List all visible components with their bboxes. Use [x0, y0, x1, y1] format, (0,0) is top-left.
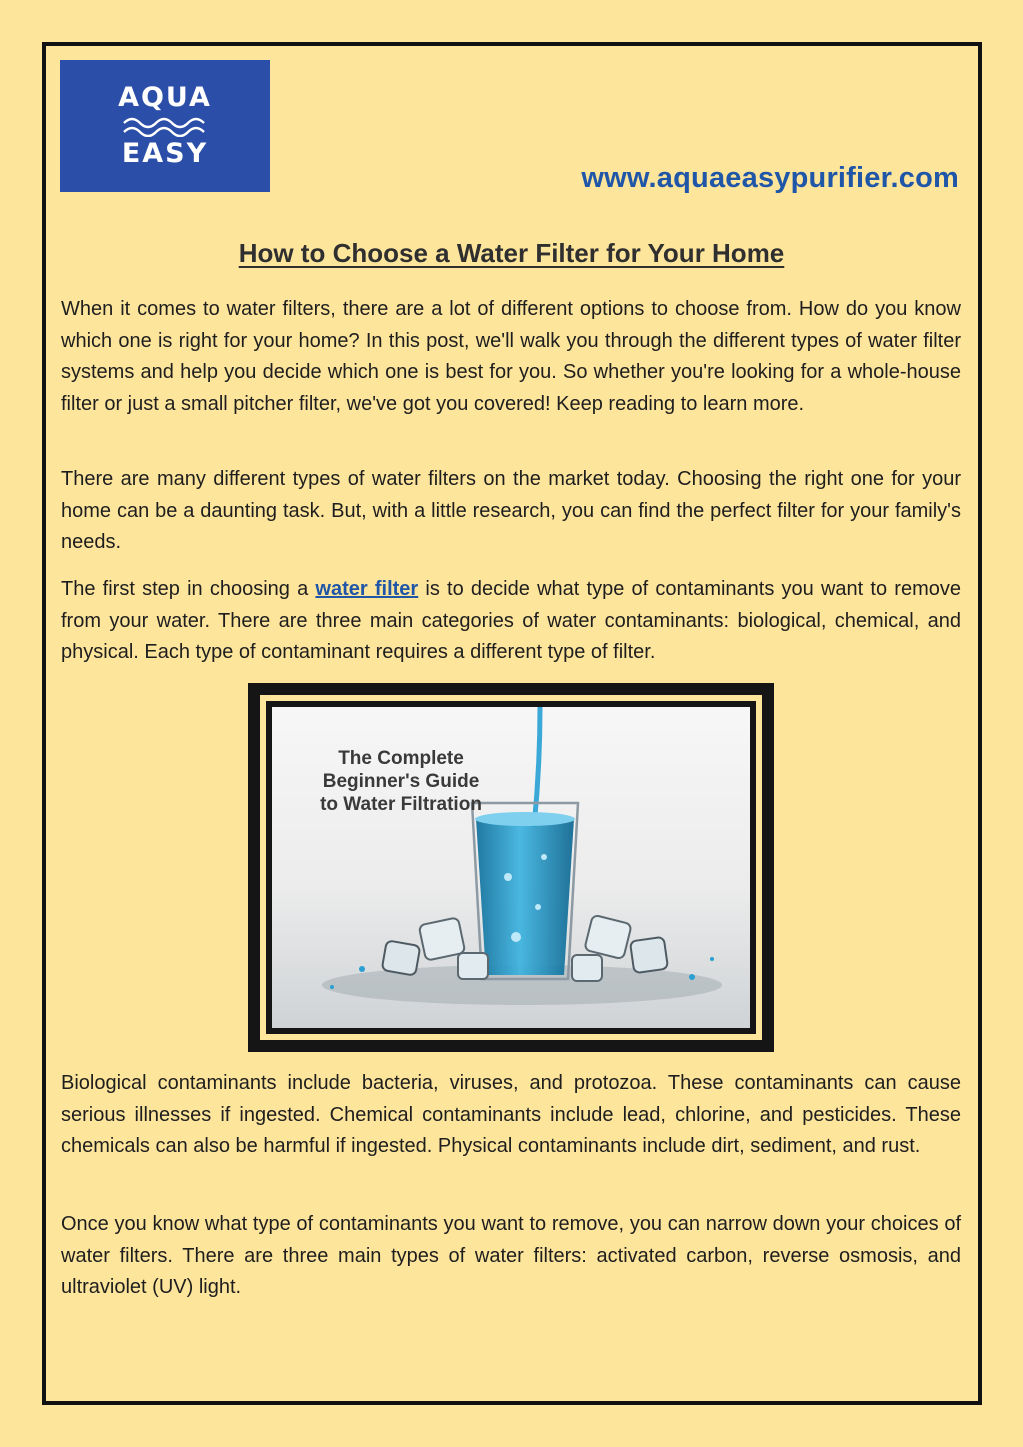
water-filter-link[interactable]: water filter [315, 578, 419, 600]
image-caption [286, 747, 516, 816]
image-caption-line-1: The Complete [338, 748, 464, 769]
water-glass-illustration [272, 707, 750, 1028]
paragraph-filter-types: Once you know what type of contaminants you want to remove, you can narrow down your choices of water filters. There are three main types of water filters: activated carbon, reverse osmosis, and ultraviolet (UV) light. [61, 1213, 961, 1298]
paragraph-first-step [61, 574, 961, 669]
image-inner-frame [260, 695, 762, 1040]
paragraph-types: There are many different types of water filters on the market today. Choosing the right one for your home can be a daunting task. But, with a little research, you can find the perfect filter for your family's needs. [61, 468, 961, 553]
logo-text-aqua: AQUA [118, 82, 212, 113]
article-image [248, 683, 774, 1052]
aqua-easy-logo[interactable] [60, 60, 270, 192]
paragraph-first-step-start: The first step in choosing a [61, 578, 316, 600]
logo-text-easy: EASY [121, 138, 209, 169]
article-title: How to Choose a Water Filter for Your Home [238, 238, 785, 268]
paragraph-contaminants: Biological contaminants include bacteria, viruses, and protozoa. These contaminants can cause serious illnesses if ingested. Chemical contaminants include lead, chlorine, and pesticides. These chemicals can also be harmful if ingested. Physical contaminants include dirt, sediment, and rust. [61, 1072, 961, 1157]
paragraph-intro: When it comes to water filters, there are a lot of different options to choose from. How do you know which one is right for your home? In this post, we'll walk you through the different types of water filter systems and help you decide which one is best for you. So whether you're looking for a whole-house filter or just a small pitcher filter, we've got you covered! Keep reading to learn more. [61, 298, 961, 415]
website-link[interactable]: www.aquaeasypurifier.com [581, 162, 959, 194]
image-caption-line-3: to Water Filtration [320, 794, 482, 815]
image-caption-line-2: Beginner's Guide [322, 771, 480, 792]
wave-icon [122, 115, 208, 137]
paragraph-first-step-end: is to decide what type of contaminants you want to remove from your water. There are three main categories of water contaminants: biological, chemical, and physical. Each type of contaminant requires a different type of filter. [61, 578, 961, 663]
